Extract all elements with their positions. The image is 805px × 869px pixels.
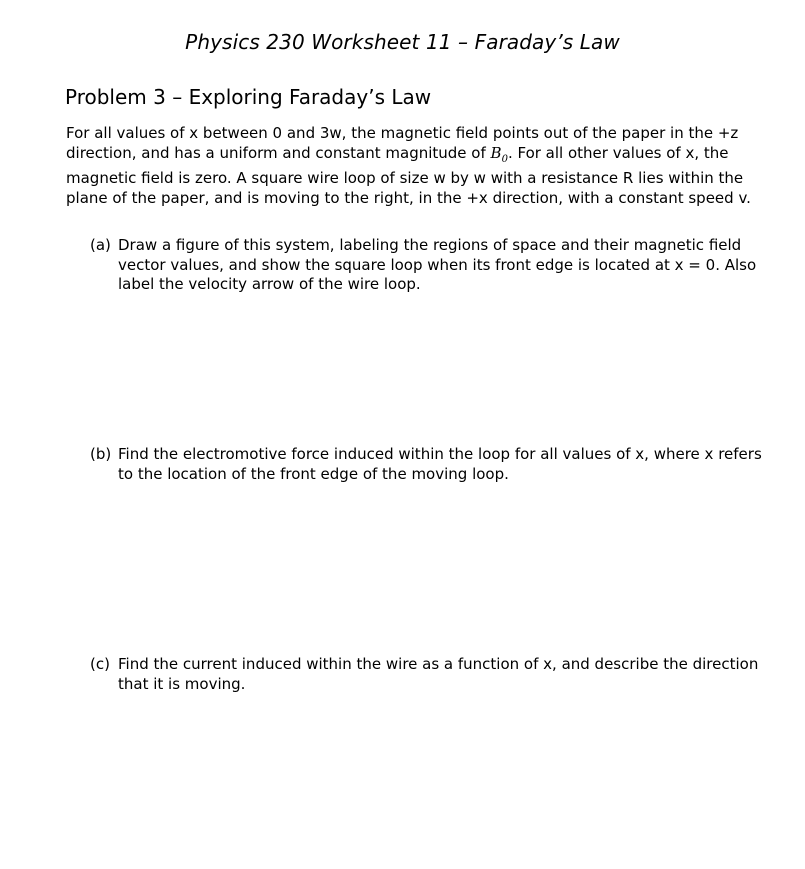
problem-statement-text-1: For all values of x between 0 and 3w, the magnetic field points out of the paper in the +z direction, and has a uniform and constant magnitude of [66,124,739,162]
part-c-label: (c) [90,655,110,673]
part-b-label: (b) [90,445,112,463]
field-symbol-base: B [490,143,502,162]
field-symbol-subscript: 0 [501,153,508,165]
part-b [90,445,770,484]
part-a-text: Draw a figure of this system, labeling the regions of space and their magnetic field vector values, and show the square loop when its front edge is located at x = 0. Also label the velocity arrow of the wire loop. [118,236,757,293]
part-a [90,236,770,295]
problem-statement [66,124,756,208]
field-magnitude-symbol [490,143,508,165]
part-c [90,655,770,694]
problem-heading: Problem 3 – Exploring Faraday’s Law [65,85,432,109]
problem-statement-text-2: . For all other values of x, the magnetic field is zero. A square wire loop of size w by w with a resistance R lies within the plane of the paper, and is moving to the right, in the +x direction, with a constant speed v. [66,143,751,207]
worksheet-title: Physics 230 Worksheet 11 – Faraday’s Law [185,30,620,54]
part-c-text: Find the current induced within the wire as a function of x, and describe the direction that it is moving. [118,655,759,693]
part-b-text: Find the electromotive force induced within the loop for all values of x, where x refers to the location of the front edge of the moving loop. [118,445,762,483]
part-a-label: (a) [90,236,111,254]
